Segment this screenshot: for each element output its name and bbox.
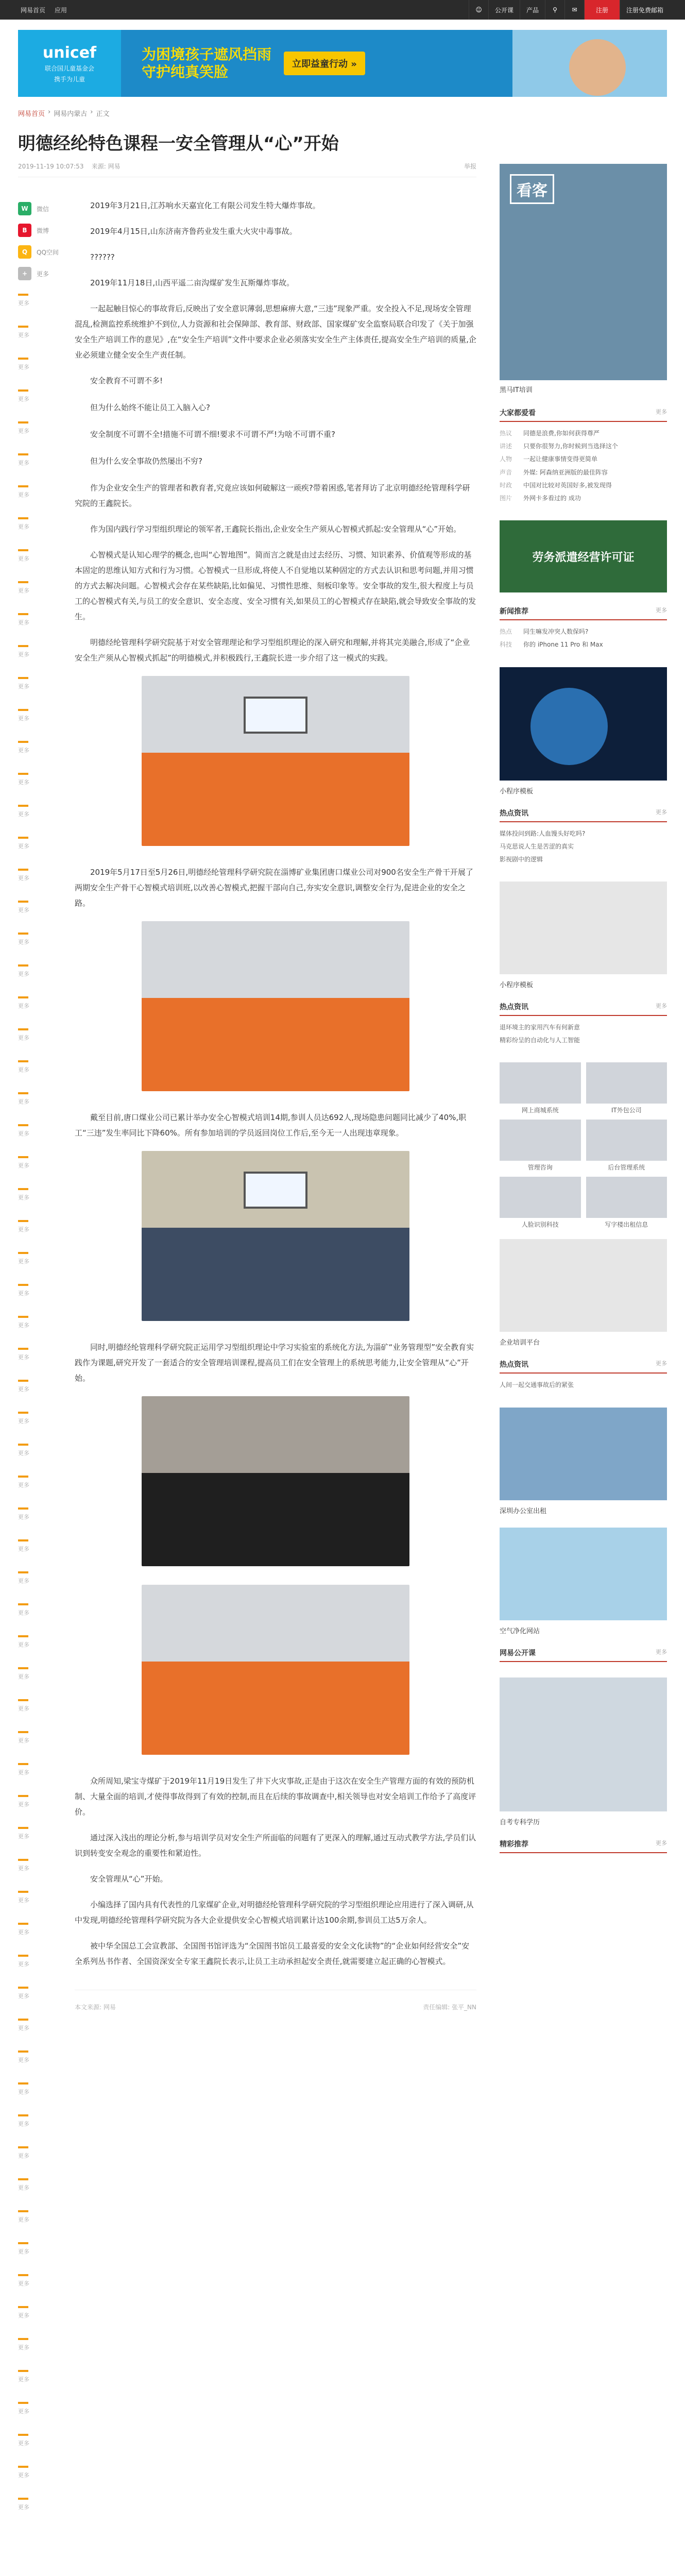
sidebar-ad-caption[interactable]: 黑马IT培训 <box>500 386 533 394</box>
rail-more-item[interactable]: 更多 <box>18 859 75 891</box>
office-rent-image[interactable] <box>500 1408 667 1500</box>
box-hot-2: 热点资讯 更多 退环境主的家用汽车有何新意 精彩纷呈的自动化与人工智能 <box>500 1002 667 1047</box>
rail-more-item[interactable]: 更多 <box>18 987 75 1019</box>
login-link[interactable]: 注册免费邮箱 <box>620 0 670 20</box>
rail-more-item[interactable]: 更多 <box>18 476 75 508</box>
rail-more-item[interactable]: 更多 <box>18 1562 75 1594</box>
rail-more-item[interactable]: 更多 <box>18 1690 75 1722</box>
rail-more-item[interactable]: 更多 <box>18 1722 75 1754</box>
article-photo-workshop <box>142 1585 409 1755</box>
share-qzone[interactable]: Q QQ空间 <box>18 241 75 263</box>
box-popular: 大家都爱看 更多 热议 同德是浪费,你如何获得尊严 讲述 只要你很努力,你时候到当选择这个 人物 一起让健康事情变得更简单 声音 外媒: 阿森纳亚洲版的最佳阵容 时政 中国对比较对英国好多,被发现得 图片 外网卡多看过的 成功 <box>500 408 667 505</box>
paragraph: 2019年11月18日,山西平遥二亩沟煤矿发生瓦斯爆炸事故。 <box>90 278 295 287</box>
paragraph: 安全制度不可谓不全!措施不可谓不细!要求不可谓不严!为啥不可谓不重? <box>90 430 336 439</box>
thumb-item[interactable]: 写字楼出租信息 <box>586 1177 667 1229</box>
list-item[interactable]: 退环境主的家用汽车有何新意 <box>500 1024 580 1031</box>
box-recommend: 精彩推荐 更多 <box>500 1839 667 1853</box>
article-photo-training <box>142 676 409 846</box>
rail-more-item[interactable]: 更多 <box>18 2233 75 2265</box>
main-content <box>18 97 476 2520</box>
article-photo-meeting <box>142 1151 409 1321</box>
rail-more-item[interactable]: 更多 <box>18 1945 75 1977</box>
article-photo-group <box>142 921 409 1091</box>
rail-more-item[interactable]: 更多 <box>18 2393 75 2425</box>
child-photo <box>512 30 667 97</box>
register-button[interactable]: 注册 <box>584 0 620 20</box>
ad-banner[interactable] <box>18 30 667 97</box>
weibo-icon: B <box>18 224 31 237</box>
paragraph: 戴至目前,唐口煤业公司已累计举办安全心智模式培训14期,参训人员达692人,现场隐患问题同比减少了40%,职工“三违”发生率同比下降60%。所有参加培训的学员返回岗位工作后,至今无一人出现违章现象。 <box>75 1113 467 1138</box>
more-link[interactable]: 更多 <box>656 607 667 614</box>
rail-more-item[interactable]: 更多 <box>18 795 75 827</box>
rail-more-item[interactable]: 更多 <box>18 348 75 380</box>
paragraph: 作为国内践行学习型组织理论的领军者,王鑫院长指出,企业安全生产须从心智模式抓起:安全管理从“心”开始。 <box>90 524 461 534</box>
rail-more-item[interactable]: 更多 <box>18 1338 75 1370</box>
share-wechat[interactable]: W 微信 <box>18 198 75 219</box>
certificate-ad[interactable]: 劳务派遣经营许可证 <box>500 520 667 592</box>
paragraph: 明德经纶管理科学研究院基于对安全管理理论和学习型组织理论的深入研究和理解,并将其完美融合,形成了“企业安全生产须从心智模式抓起”的明德模式,并积极践行,王鑫院长进一步介绍了这一模式的实践。 <box>75 638 470 663</box>
share-rail <box>18 177 75 2520</box>
rail-more-item[interactable]: 更多 <box>18 1786 75 1818</box>
rail-more-item[interactable]: 更多 <box>18 891 75 923</box>
miniprogram-ad-image[interactable] <box>500 882 667 974</box>
report-link[interactable]: 举报 <box>464 163 476 170</box>
selfstudy-caption[interactable]: 自考专科学历 <box>500 1818 540 1826</box>
office-rent-caption[interactable]: 深圳办公室出租 <box>500 1507 547 1515</box>
rail-more-item[interactable]: 更多 <box>18 2073 75 2105</box>
article-source[interactable]: 来源: 网易 <box>91 163 121 170</box>
rail-more-item[interactable]: 更多 <box>18 412 75 444</box>
paragraph: 通过深入浅出的理论分析,参与培训学员对安全生产所面临的问题有了更深入的理解,通过互动式教学方法,学员们认识到转变安全观念的重要性和紧迫性。 <box>75 1833 476 1858</box>
list-item[interactable]: 人间一起交通事故后的紧张 <box>500 1381 574 1389</box>
list-item[interactable]: 精彩纷呈的自动化与人工智能 <box>500 1037 580 1044</box>
rail-more-item[interactable]: 更多 <box>18 923 75 955</box>
more-link[interactable]: 更多 <box>656 409 667 415</box>
paragraph: 安全管理从“心”开始。 <box>90 1874 168 1884</box>
air-purifier-caption[interactable]: 空气净化网站 <box>500 1627 540 1635</box>
paragraph: 众所周知,梁宝寺煤矿于2019年11月19日发生了井下火灾事故,正是由于这次在安全生产管理方面的有效的预防机制、大量全面的培训,才使得事故得到了有效的控制,而且在后续的事故调查中,相关领导也对安全培训工作给予了高度评价。 <box>75 1776 476 1817</box>
article-body <box>75 177 476 2520</box>
rail-more-item[interactable]: 更多 <box>18 444 75 476</box>
more-link[interactable]: 更多 <box>656 808 667 816</box>
rail-more-item[interactable]: 更多 <box>18 2297 75 2329</box>
list-item[interactable]: 科技 你的 iPhone 11 Pro 和 Max <box>500 641 603 649</box>
rail-more-item[interactable]: 更多 <box>18 2329 75 2361</box>
rail-more-item[interactable]: 更多 <box>18 316 75 348</box>
page-title: 明德经纶特色课程一安全管理从“心”开始 <box>18 133 339 154</box>
rail-more-item[interactable]: 更多 <box>18 2265 75 2297</box>
rail-more-item[interactable]: 更多 <box>18 284 75 316</box>
crumb-current: 正文 <box>96 110 110 118</box>
box-news: 新闻推荐 更多 热点 同生嘛发冲突人数保吗? 科技 你的 iPhone 11 Pro 和 Max <box>500 606 667 651</box>
unicef-logo: unicef 联合国儿童基金会 携手为儿童 <box>18 30 121 97</box>
top-nav <box>0 0 685 20</box>
rail-more-item[interactable]: 更多 <box>18 1179 75 1211</box>
air-purifier-image[interactable] <box>500 1528 667 1620</box>
rail-more-item[interactable]: 更多 <box>18 2201 75 2233</box>
editor-note: 责任编辑: 张平_NN <box>423 2004 476 2011</box>
mail-icon[interactable]: ✉ <box>564 0 584 20</box>
paragraph: 但为什么始终不能让员工入脑入心? <box>90 403 210 412</box>
rail-more-item[interactable]: 更多 <box>18 2425 75 2456</box>
list-item[interactable]: 马克思说人生是苦涩的真实 <box>500 842 574 850</box>
source-note: 本文来源: 网易 <box>75 2004 116 2011</box>
rail-more-item[interactable]: 更多 <box>18 2488 75 2520</box>
rail-more-item[interactable]: 更多 <box>18 1530 75 1562</box>
list-item[interactable]: 时政 中国对比较对英国好多,被发现得 <box>500 481 612 489</box>
rail-more-item[interactable]: 更多 <box>18 380 75 412</box>
paragraph: 一起起触目惊心的事故背后,反映出了安全意识薄弱,思想麻痹大意,“三违”现象严重。安全投入不足,现场安全管理混乱,检测监控系统维护不到位,人力资源和社会保障部、教育部、财政部、国家煤矿安全监察局联合印发了《关于加强安全生产培训工作的意见》,在“安全生产培训”文件中要求企业必须落实安全生产主体责任,提高安全生产培训的质量,企业必须建立健全安全生产责任制。 <box>75 304 476 360</box>
box-hot-1: 热点资讯 更多 媒体投问到路:人血馒头好吃吗? 马克思说人生是苦涩的真实 影视剧中的逻辑 <box>500 808 667 867</box>
more-link[interactable]: 更多 <box>656 1360 667 1367</box>
rail-more-item[interactable]: 更多 <box>18 2041 75 2073</box>
list-item[interactable]: 媒体投问到路:人血馒头好吃吗? <box>500 829 586 837</box>
search-icon[interactable]: ⚲ <box>545 0 564 20</box>
list-item[interactable]: 讲述 只要你很努力,你时候到当选择这个 <box>500 443 618 450</box>
paragraph: 作为企业安全生产的管理者和教育者,究竟应该如何破解这一顽疾?带着困惑,笔者拜访了北京明德经纶管理科学研究院的王鑫院长。 <box>75 483 470 508</box>
rail-more-item[interactable]: 更多 <box>18 1083 75 1115</box>
rail-more-item[interactable]: 更多 <box>18 1147 75 1179</box>
selfstudy-image[interactable] <box>500 1677 667 1811</box>
rail-more-item[interactable]: 更多 <box>18 1434 75 1466</box>
rail-more-item[interactable]: 更多 <box>18 540 75 572</box>
article-footer <box>75 1990 476 2032</box>
rail-more-item[interactable]: 更多 <box>18 2137 75 2169</box>
rail-more-item[interactable]: 更多 <box>18 604 75 636</box>
qzone-icon: Q <box>18 245 31 259</box>
rail-more-item[interactable]: 更多 <box>18 508 75 540</box>
rail-more-item[interactable]: 更多 <box>18 1243 75 1275</box>
miniprogram-caption[interactable]: 小程序模板 <box>500 981 534 990</box>
thumb-item[interactable]: IT外包公司 <box>586 1062 667 1114</box>
rail-more-item[interactable]: 更多 <box>18 700 75 732</box>
rail-more-item[interactable]: 更多 <box>18 955 75 987</box>
rail-more-item[interactable]: 更多 <box>18 636 75 668</box>
thumb-item[interactable]: 人脸识别科技 <box>500 1177 581 1229</box>
list-item[interactable]: 图片 外网卡多看过的 成功 <box>500 494 581 502</box>
rail-more-item[interactable]: 更多 <box>18 1658 75 1690</box>
rail-more-item[interactable]: 更多 <box>18 572 75 604</box>
paragraph: 小编选择了国内具有代表性的几家煤矿企业,对明德经纶管理科学研究院的学习型组织理论应用进行了深入调研,从中发现,明德经纶管理科学研究院为各大企业提供安全心智模式培训累计达100余期,参训员工达5万余人。 <box>75 1900 474 1925</box>
rail-more-item[interactable]: 更多 <box>18 827 75 859</box>
crumb-home[interactable]: 网易首页 <box>18 110 45 118</box>
paragraph: 被中华全国总工会宣教部、全国图书馆评选为“全国图书馆员工最喜爱的安全文化读物”的“企业如何经营安全”安全系列丛书作者、全国资深安全专家王鑫院长表示,让员工主动承担起安全责任,就需要建立起正确的心智模式。 <box>75 1941 470 1966</box>
banner-line1: 为困境孩子遮风挡雨 <box>142 46 272 63</box>
list-item[interactable]: 声音 外媒: 阿森纳亚洲版的最佳阵容 <box>500 468 608 476</box>
rail-more-item[interactable]: 更多 <box>18 764 75 795</box>
paragraph: 心智模式是认知心理学的概念,也叫“心智地图”。简而言之就是由过去经历、习惯、知识素养、价值观等形成的基本固定的思维认知方式和行为习惯。心智模式一旦形成,将使人不自觉地以某种固定的方式去认识和思考问题,并用习惯的方式去解决问题。心智模式会存在某些缺陷,比如偏见、习惯性思维、刻板印象等。安全事故的发生,很大程度上与员工的心智模式有关,与员工的安全意识、安全态度、安全习惯有关,如果员工的心智模式存在缺陷,就会导致安全事故的发生。 <box>75 550 476 621</box>
rail-more-item[interactable]: 更多 <box>18 1882 75 1913</box>
list-item[interactable]: 热议 同德是浪费,你如何获得尊严 <box>500 430 600 437</box>
sidebar-ad-image[interactable]: 看客 <box>500 164 667 380</box>
list-item[interactable]: 热点 同生嘛发冲突人数保吗? <box>500 628 589 636</box>
thumb-item[interactable]: 网上商城系统 <box>500 1062 581 1114</box>
paragraph: 2019年3月21日,江苏响水天嘉宜化工有限公司发生特大爆炸事故。 <box>90 201 320 210</box>
breadcrumb: 网易首页 › 网易内蒙古 › 正文 <box>18 108 110 118</box>
share-weibo[interactable]: B 微博 <box>18 219 75 241</box>
user-icon[interactable]: ☺ <box>469 0 488 20</box>
more-icon: + <box>18 267 31 280</box>
paragraph: 2019年4月15日,山东济南齐鲁药业发生重大火灾中毒事故。 <box>90 227 297 236</box>
rail-more-item[interactable]: 更多 <box>18 1594 75 1626</box>
nav-link-products[interactable]: 产品 <box>520 0 545 20</box>
more-link[interactable]: 更多 <box>656 1003 667 1010</box>
nav-app-link[interactable]: 应用 <box>55 6 67 14</box>
rail-more-item[interactable]: 更多 <box>18 1115 75 1147</box>
more-rail <box>18 284 75 2520</box>
paragraph: ?????? <box>90 252 115 262</box>
rail-more-item[interactable]: 更多 <box>18 1211 75 1243</box>
rail-more-item[interactable]: 更多 <box>18 1498 75 1530</box>
nav-link-opencourse[interactable]: 公开课 <box>488 0 520 20</box>
training-platform-image[interactable] <box>500 1239 667 1332</box>
rail-more-item[interactable]: 更多 <box>18 2169 75 2201</box>
rail-more-item[interactable]: 更多 <box>18 1626 75 1658</box>
rail-more-item[interactable]: 更多 <box>18 1913 75 1945</box>
rail-more-item[interactable]: 更多 <box>18 668 75 700</box>
article-meta <box>18 162 476 177</box>
paragraph: 2019年5月17日至5月26日,明德经纶管理科学研究院在淄博矿业集团唐口煤业公司对900名安全生产骨干开展了两期安全生产骨干心智模式培训班,以改善心智模式,把握干部向自己,夯实安全意识,调整安全行为,促进企业的安全之路。 <box>75 868 473 908</box>
nav-home-link[interactable]: 网易首页 <box>21 6 46 14</box>
article-photo-lecture <box>142 1396 409 1566</box>
training-platform-caption[interactable]: 企业培训平台 <box>500 1339 540 1347</box>
box-opencourse: 网易公开课 更多 <box>500 1648 667 1662</box>
rail-more-item[interactable]: 更多 <box>18 1466 75 1498</box>
box-hot-3: 热点资讯 更多 人间一起交通事故后的紧张 <box>500 1359 667 1392</box>
rail-more-item[interactable]: 更多 <box>18 2361 75 2393</box>
earth-caption[interactable]: 小程序模板 <box>500 787 534 795</box>
list-item[interactable]: 影视剧中的逻辑 <box>500 855 543 863</box>
rail-more-item[interactable]: 更多 <box>18 1850 75 1882</box>
donate-button[interactable]: 立即益童行动 » <box>284 52 365 75</box>
paragraph: 同时,明德经纶管理科学研究院正运用学习型组织理论中学习实验室的系统化方法,为淄矿“业务管理型”安全教育实践作为课题,研究开发了一套适合的安全管理培训课程,提高员工们在安全管理上的系统思考能力,让安全管理从“心”开始。 <box>75 1343 474 1383</box>
rail-more-item[interactable]: 更多 <box>18 732 75 764</box>
paragraph: 安全教育不可谓不多! <box>90 376 163 385</box>
rail-more-item[interactable]: 更多 <box>18 1754 75 1786</box>
banner-line2: 守护纯真笑脸 <box>142 63 229 80</box>
earth-ad-image[interactable] <box>500 667 667 781</box>
rail-more-item[interactable]: 更多 <box>18 1370 75 1402</box>
wechat-icon: W <box>18 202 31 215</box>
rail-more-item[interactable]: 更多 <box>18 2105 75 2137</box>
rail-more-item[interactable]: 更多 <box>18 1019 75 1051</box>
thumb-item[interactable]: 管理咨询 <box>500 1120 581 1172</box>
publish-time: 2019-11-19 10:07:53 <box>18 163 84 170</box>
share-more[interactable]: + 更多 <box>18 263 75 284</box>
thumb-grid <box>500 1062 667 1229</box>
rail-more-item[interactable]: 更多 <box>18 1818 75 1850</box>
sidebar <box>500 97 667 2520</box>
more-link[interactable]: 更多 <box>656 1839 667 1846</box>
crumb-section[interactable]: 网易内蒙古 <box>54 110 88 118</box>
thumb-item[interactable]: 后台管理系统 <box>586 1120 667 1172</box>
rail-more-item[interactable]: 更多 <box>18 2456 75 2488</box>
rail-more-item[interactable]: 更多 <box>18 1275 75 1307</box>
rail-more-item[interactable]: 更多 <box>18 1307 75 1338</box>
paragraph: 但为什么安全事故仍然屡出不穷? <box>90 456 202 466</box>
rail-more-item[interactable]: 更多 <box>18 1977 75 2009</box>
more-link[interactable]: 更多 <box>656 1648 667 1655</box>
rail-more-item[interactable]: 更多 <box>18 1051 75 1083</box>
rail-more-item[interactable]: 更多 <box>18 1402 75 1434</box>
list-item[interactable]: 人物 一起让健康事情变得更简单 <box>500 455 598 463</box>
rail-more-item[interactable]: 更多 <box>18 2009 75 2041</box>
